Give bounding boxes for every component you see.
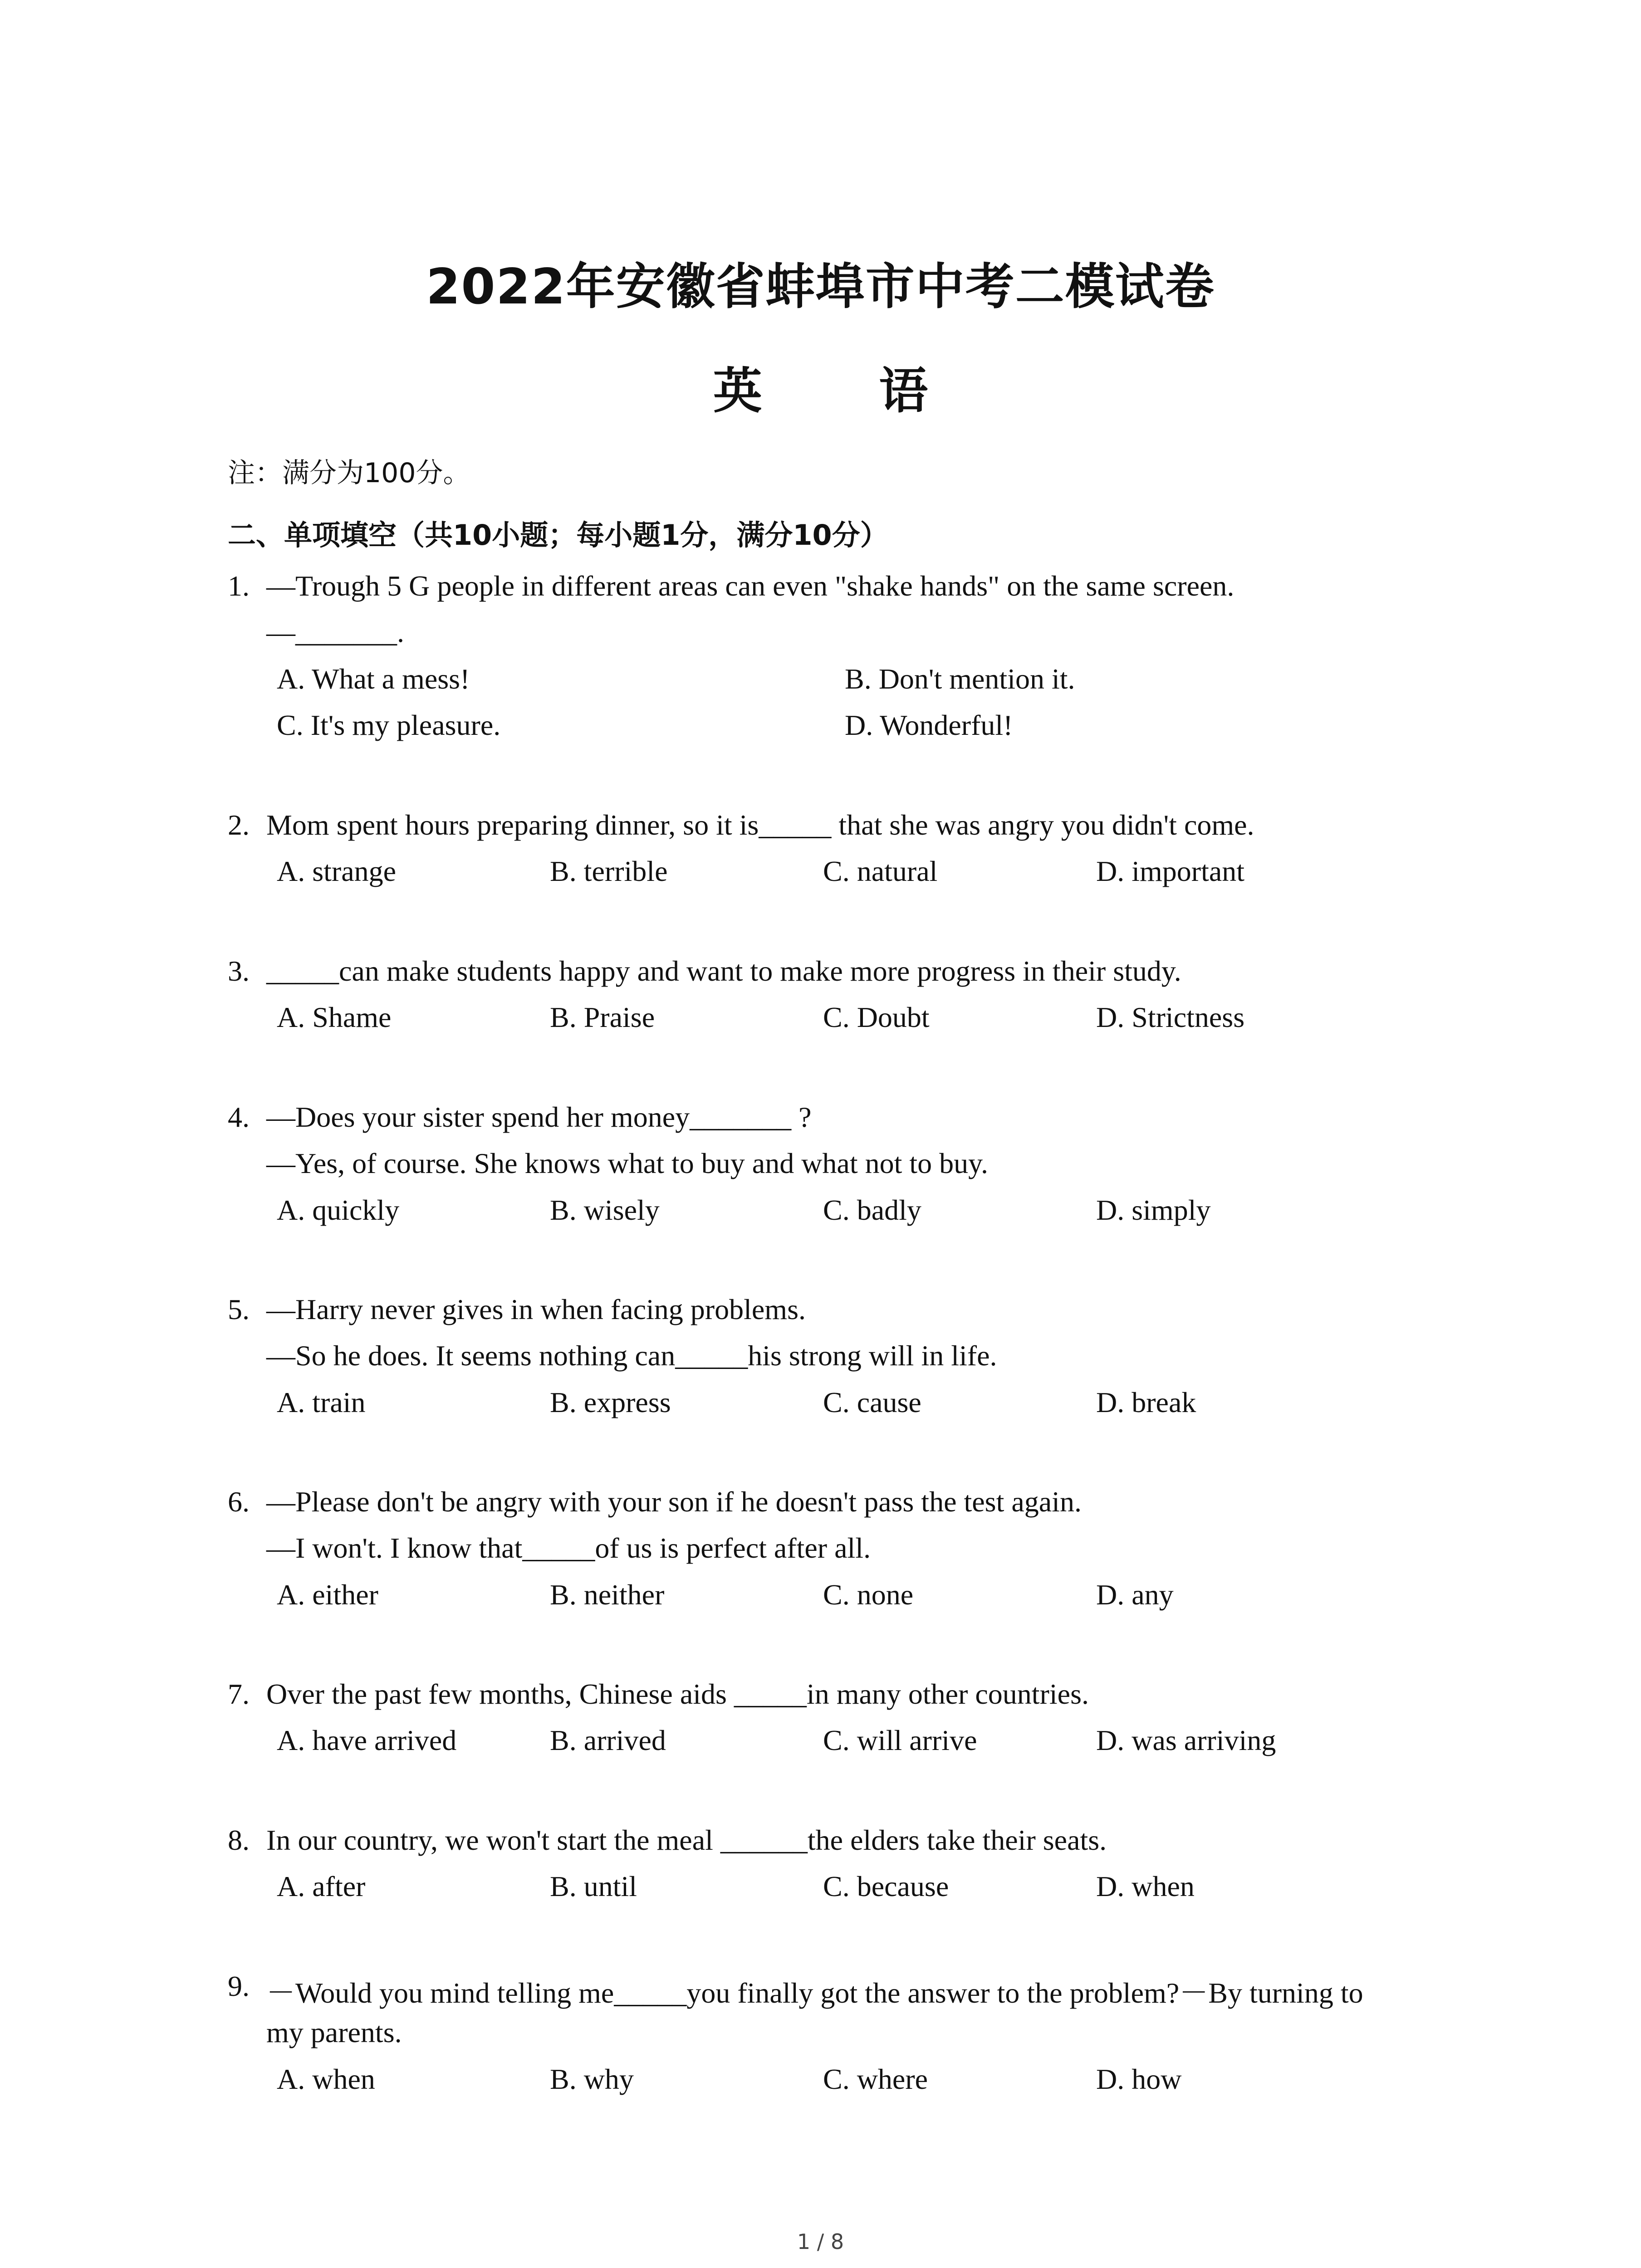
question-number: 8. bbox=[228, 1824, 250, 1856]
option-d: D. important bbox=[1096, 855, 1245, 887]
question-stem: In our country, we won't start the meal ______the elders take their seats. bbox=[266, 1824, 1107, 1856]
section-title: 二、单项填空（共10小题；每小题1分，满分10分） bbox=[228, 518, 888, 552]
option-b: B. neither bbox=[550, 1579, 665, 1611]
option-a: A. when bbox=[277, 2063, 375, 2095]
option-b: B. until bbox=[550, 1870, 637, 1902]
option-b: B. Don't mention it. bbox=[845, 663, 1075, 695]
option-d: D. break bbox=[1096, 1386, 1196, 1418]
option-d: D. Strictness bbox=[1096, 1001, 1245, 1033]
option-c: C. natural bbox=[823, 855, 938, 887]
option-b: B. terrible bbox=[550, 855, 668, 887]
question-number: 5. bbox=[228, 1293, 250, 1325]
option-a: A. either bbox=[277, 1579, 378, 1611]
exam-title: 2022年安徽省蚌埠市中考二模试卷 bbox=[426, 259, 1215, 315]
question-stem: Over the past few months, Chinese aids _____in many other countries. bbox=[266, 1678, 1089, 1710]
option-d: D. when bbox=[1096, 1870, 1195, 1902]
question-number: 4. bbox=[228, 1101, 250, 1133]
question-stem: _____can make students happy and want to make more progress in their study. bbox=[266, 955, 1181, 987]
question-stem: —Yes, of course. She knows what to buy and what not to buy. bbox=[266, 1147, 988, 1179]
question-stem: —Trough 5 G people in different areas can even "shake hands" on the same screen. bbox=[266, 570, 1234, 602]
option-d: D. how bbox=[1096, 2063, 1182, 2095]
question-stem: —Does your sister spend her money_______ ? bbox=[266, 1101, 812, 1133]
option-c: C. badly bbox=[823, 1194, 921, 1226]
question-number: 7. bbox=[228, 1678, 250, 1710]
question-stem: －Would you mind telling me_____you finally got the answer to the problem?－By turning to bbox=[266, 1977, 1363, 2009]
option-c: C. because bbox=[823, 1870, 949, 1902]
question-stem: —I won't. I know that_____of us is perfect after all. bbox=[266, 1532, 871, 1564]
option-b: B. why bbox=[550, 2063, 634, 2095]
question-number: 3. bbox=[228, 955, 250, 987]
option-c: C. It's my pleasure. bbox=[277, 709, 501, 741]
question-stem: —So he does. It seems nothing can_____his strong will in life. bbox=[266, 1339, 997, 1372]
question-number: 2. bbox=[228, 809, 250, 841]
question-stem: Mom spent hours preparing dinner, so it is_____ that she was angry you didn't come. bbox=[266, 809, 1254, 841]
option-d: D. Wonderful! bbox=[845, 709, 1013, 741]
option-c: C. will arrive bbox=[823, 1724, 977, 1756]
subject-title: 英 语 bbox=[713, 363, 978, 420]
question-number: 1. bbox=[228, 570, 250, 602]
option-a: A. after bbox=[277, 1870, 366, 1902]
option-c: C. where bbox=[823, 2063, 928, 2095]
question-stem: —Harry never gives in when facing problems. bbox=[266, 1293, 806, 1325]
question-number: 9. bbox=[228, 1970, 250, 2002]
option-b: B. Praise bbox=[550, 1001, 655, 1033]
option-a: A. strange bbox=[277, 855, 397, 887]
page-number: 1 / 8 bbox=[797, 2229, 844, 2254]
option-b: B. arrived bbox=[550, 1724, 666, 1756]
option-a: A. What a mess! bbox=[277, 663, 470, 695]
option-a: A. Shame bbox=[277, 1001, 392, 1033]
option-a: A. train bbox=[277, 1386, 366, 1418]
option-a: A. have arrived bbox=[277, 1724, 457, 1756]
option-d: D. was arriving bbox=[1096, 1724, 1276, 1756]
option-d: D. any bbox=[1096, 1579, 1174, 1611]
option-d: D. simply bbox=[1096, 1194, 1211, 1226]
question-stem: —_______. bbox=[266, 616, 404, 648]
option-c: C. Doubt bbox=[823, 1001, 930, 1033]
option-a: A. quickly bbox=[277, 1194, 400, 1226]
option-b: B. express bbox=[550, 1386, 671, 1418]
score-note: 注：满分为100分。 bbox=[228, 457, 470, 489]
option-c: C. none bbox=[823, 1579, 914, 1611]
option-b: B. wisely bbox=[550, 1194, 660, 1226]
question-stem: —Please don't be angry with your son if he doesn't pass the test again. bbox=[266, 1486, 1082, 1518]
option-c: C. cause bbox=[823, 1386, 921, 1418]
question-number: 6. bbox=[228, 1486, 250, 1518]
question-stem: my parents. bbox=[266, 2016, 402, 2048]
